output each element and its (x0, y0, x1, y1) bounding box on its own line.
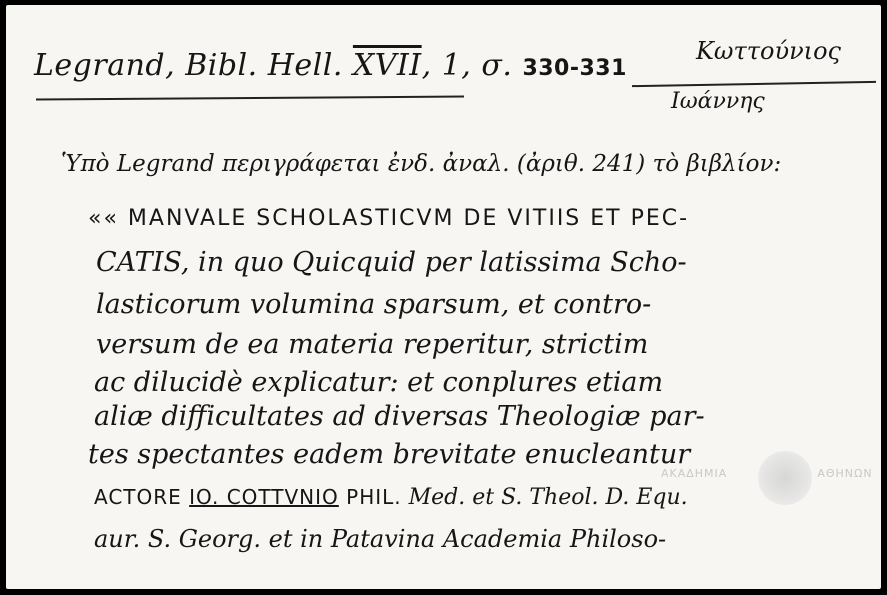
reference-volume: XVII (352, 48, 422, 83)
reference-suffix: , 1, σ. (421, 48, 523, 83)
watermark (661, 467, 873, 480)
title-line-last: aur. S. Georg. et in Patavina Academia Philoso- (94, 525, 667, 553)
author-line-rest: Med. et S. Theol. D. Equ. (401, 485, 688, 510)
title-line: versum de ea materia reperitur, strictim (96, 329, 649, 360)
title-line: «« MANVALE SCHOLASTICVM DE VITIIS ET PEC- (88, 206, 690, 231)
author-line-caps: PHIL. (338, 485, 402, 509)
reference-underline (36, 96, 464, 101)
reference-pages: 330-331 (522, 56, 627, 81)
author-line-name: IO. COTTVNIO (189, 485, 339, 509)
title-line: CATIS, in quo Quicquid per latissima Scho- (96, 247, 687, 278)
title-line: lasticorum volumina sparsum, et contro- (96, 289, 652, 320)
index-card (6, 5, 881, 589)
title-line: ac dilucidè explicatur: et conplures etiam (94, 367, 664, 398)
author-first-name: Ιωάννης (671, 89, 765, 114)
watermark-right: ΑΘΗΝΩΝ (817, 467, 873, 480)
author-line-lead: ACTORE (94, 485, 190, 509)
title-line: tes spectantes eadem brevitate enucleantur (88, 439, 691, 470)
author-line (94, 487, 688, 509)
surname-underline (632, 81, 876, 87)
title-line: aliæ difficultates ad diversas Theologiæ par- (94, 401, 705, 432)
description-line: Ὑπὸ Legrand περιγράφεται ἐνδ. ἀναλ. (ἀριθ. 241) τὸ βιβλίον: (61, 151, 782, 177)
author-surname: Κωττούνιος (696, 37, 841, 65)
watermark-left: ΑΚΑΔΗΜΙΑ (661, 467, 728, 480)
reference-prefix: Legrand, Bibl. Hell. (34, 48, 353, 83)
bibliographic-reference (34, 48, 627, 83)
